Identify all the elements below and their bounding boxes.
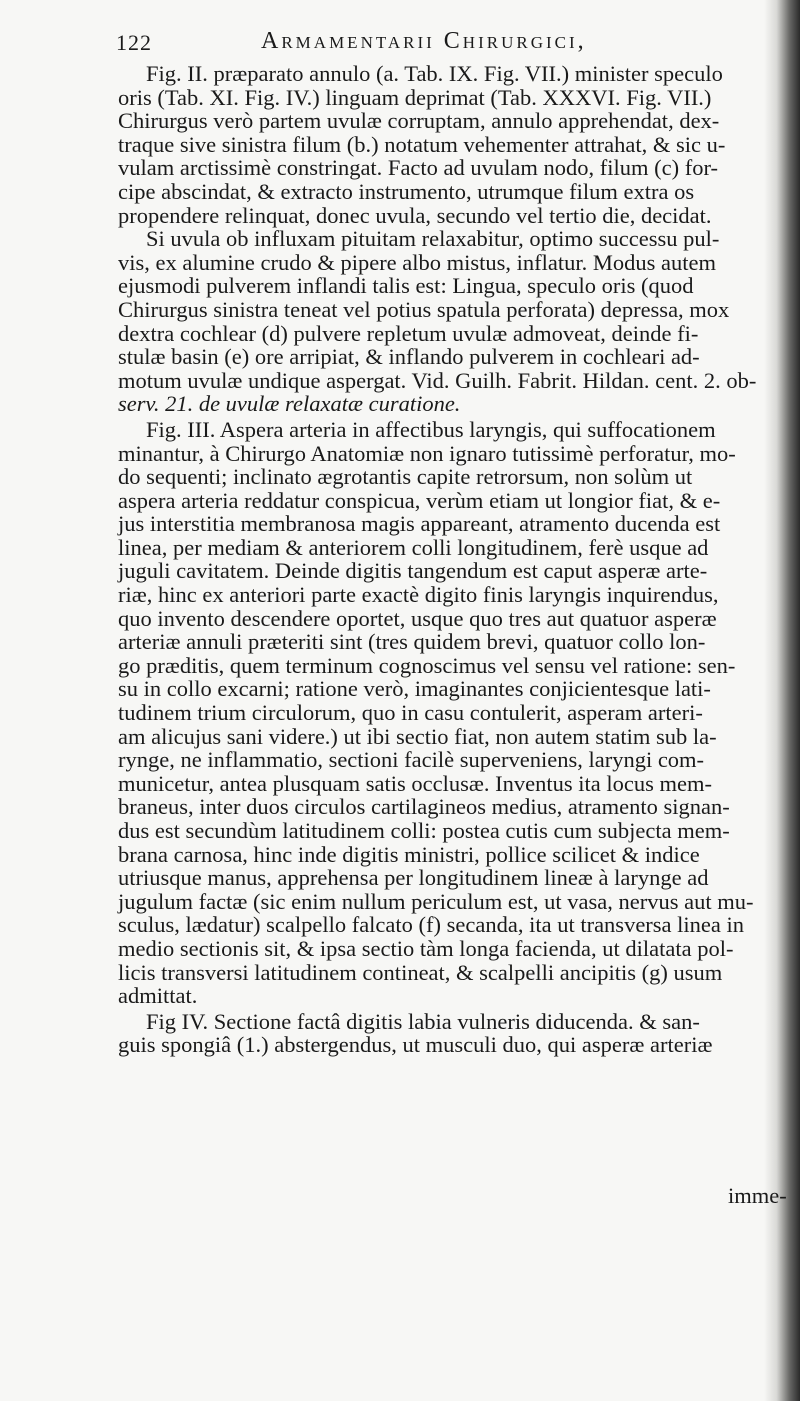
- text-line: linea, per mediam & anteriorem colli longitudinem, ferè usque ad: [118, 534, 709, 560]
- text-line: tudinem trium circulorum, quo in casu contulerit, asperam arteri-: [118, 700, 703, 726]
- text-line: guis spongiâ (1.) abstergendus, ut musculi duo, qui asperæ arteriæ: [118, 1032, 713, 1058]
- text-line: Si uvula ob influxam pituitam relaxabitur, optimo successu pul-: [146, 226, 720, 252]
- paragraph-fig-3: [118, 418, 758, 1008]
- text-line: jugulum factæ (sic enim nullum periculum est, ut vasa, nervus aut mu-: [118, 888, 754, 914]
- text-line: municetur, antea plusquam satis occlusæ. Inventus ita locus mem-: [118, 770, 712, 796]
- text-line: medio sectionis sit, & ipsa sectio tàm longa facienda, ut dilatata pol-: [118, 935, 734, 961]
- text-line: stulæ basin (e) ore arripiat, & inflando pulverem in cochleari ad-: [118, 344, 700, 370]
- text-line: Chirurgus sinistra teneat vel potius spatula perforata) depressa, mox: [118, 296, 730, 322]
- text-line: ejusmodi pulverem inflandi talis est: Lingua, speculo oris (quod: [118, 273, 694, 299]
- text-line: riæ, hinc ex anteriori parte exactè digito finis laryngis inquirendus,: [118, 582, 719, 608]
- text-line: serv. 21. de uvulæ relaxatæ curatione.: [118, 391, 461, 417]
- body-text: [118, 62, 758, 1057]
- paragraph-fig-2: [118, 62, 758, 227]
- text-line: dus est secundùm latitudinem colli: postea cutis cum subjecta mem-: [118, 818, 730, 843]
- text-line: Fig IV. Sectione factâ digitis labia vulneris diducenda. & san-: [146, 1008, 700, 1034]
- text-line: arteriæ annuli præteriti sint (tres quidem brevi, quatuor collo lon-: [118, 629, 706, 655]
- text-line: oris (Tab. XI. Fig. IV.) linguam deprimat (Tab. XXXVI. Fig. VII.): [118, 84, 712, 110]
- text-line: quo invento descendere oportet, usque quo tres aut quatuor asperæ: [118, 605, 717, 631]
- text-line: vis, ex alumine crudo & pipere albo mistus, inflatur. Modus autem: [118, 249, 717, 275]
- text-line: utriusque manus, apprehensa per longitudinem lineæ à larynge ad: [118, 865, 709, 891]
- text-line: su in collo excarni; ratione verò, imaginantes conjicientesque lati-: [118, 676, 711, 702]
- text-line: dextra cochlear (d) pulvere repletum uvulæ admoveat, deinde fi-: [118, 320, 699, 346]
- text-line: propendere relinquat, donec uvula, secundo vel tertio die, decidat.: [118, 202, 712, 228]
- text-line: Fig. III. Aspera arteria in affectibus laryngis, qui suffocationem: [146, 416, 716, 442]
- text-line: juguli cavitatem. Deinde digitis tangendum est caput asperæ arte-: [118, 558, 708, 584]
- text-line: aspera arteria reddatur conspicua, verùm etiam ut longior fiat, & e-: [118, 487, 721, 513]
- text-line: sculus, lædatur) scalpello falcato (f) secanda, ita ut transversa linea in: [118, 912, 745, 938]
- text-line: rynge, ne inflammatio, sectioni facilè superveniens, laryngi com-: [118, 747, 705, 773]
- running-head: Armamentarii Chirurgici,: [261, 28, 587, 54]
- text-line: motum uvulæ undique aspergat. Vid. Guilh. Fabrit. Hildan. cent. 2. ob-: [118, 367, 757, 393]
- text-line: go præditis, quem terminum cognoscimus vel sensu vel ratione: sen-: [118, 652, 736, 678]
- text-line: braneus, inter duos circulos cartilagineos medius, atramento signan-: [118, 794, 730, 820]
- text-line: Chirurgus verò partem uvulæ corruptam, annulo apprehendat, dex-: [118, 108, 720, 134]
- text-line: vulam arctissimè constringat. Facto ad uvulam nodo, filum (c) for-: [118, 155, 719, 181]
- paragraph-fig-4: [118, 1010, 758, 1057]
- page-number: 122: [116, 30, 152, 55]
- text-line: licis transversi latitudinem contineat, & scalpelli ancipitis (g) usum: [118, 959, 723, 985]
- text-line: jus interstitia membranosa magis appareant, atramento ducenda est: [118, 511, 721, 537]
- text-line: minantur, à Chirurgo Anatomiæ non ignaro tutissimè perforatur, mo-: [118, 440, 736, 466]
- text-line: traque sive sinistra filum (b.) notatum vehementer attrahat, & sic u-: [118, 131, 726, 157]
- text-line: do sequenti; inclinato ægrotantis capite retrorsum, non solùm ut: [118, 464, 693, 490]
- text-line: Fig. II. præparato annulo (a. Tab. IX. Fig. VII.) minister speculo: [146, 61, 723, 86]
- text-line: brana carnosa, hinc inde digitis ministri, pollice scilicet & indice: [118, 841, 700, 867]
- catchword: imme-: [728, 1183, 787, 1208]
- text-line: cipe abscindat, & extracto instrumento, utrumque filum extra os: [118, 178, 695, 204]
- paragraph-uvula-relaxation: [118, 227, 758, 416]
- page-header: [116, 28, 756, 64]
- text-line: am alicujus sani videre.) ut ibi sectio fiat, non autem statim sub la-: [118, 723, 717, 749]
- text-line: admittat.: [118, 983, 198, 1009]
